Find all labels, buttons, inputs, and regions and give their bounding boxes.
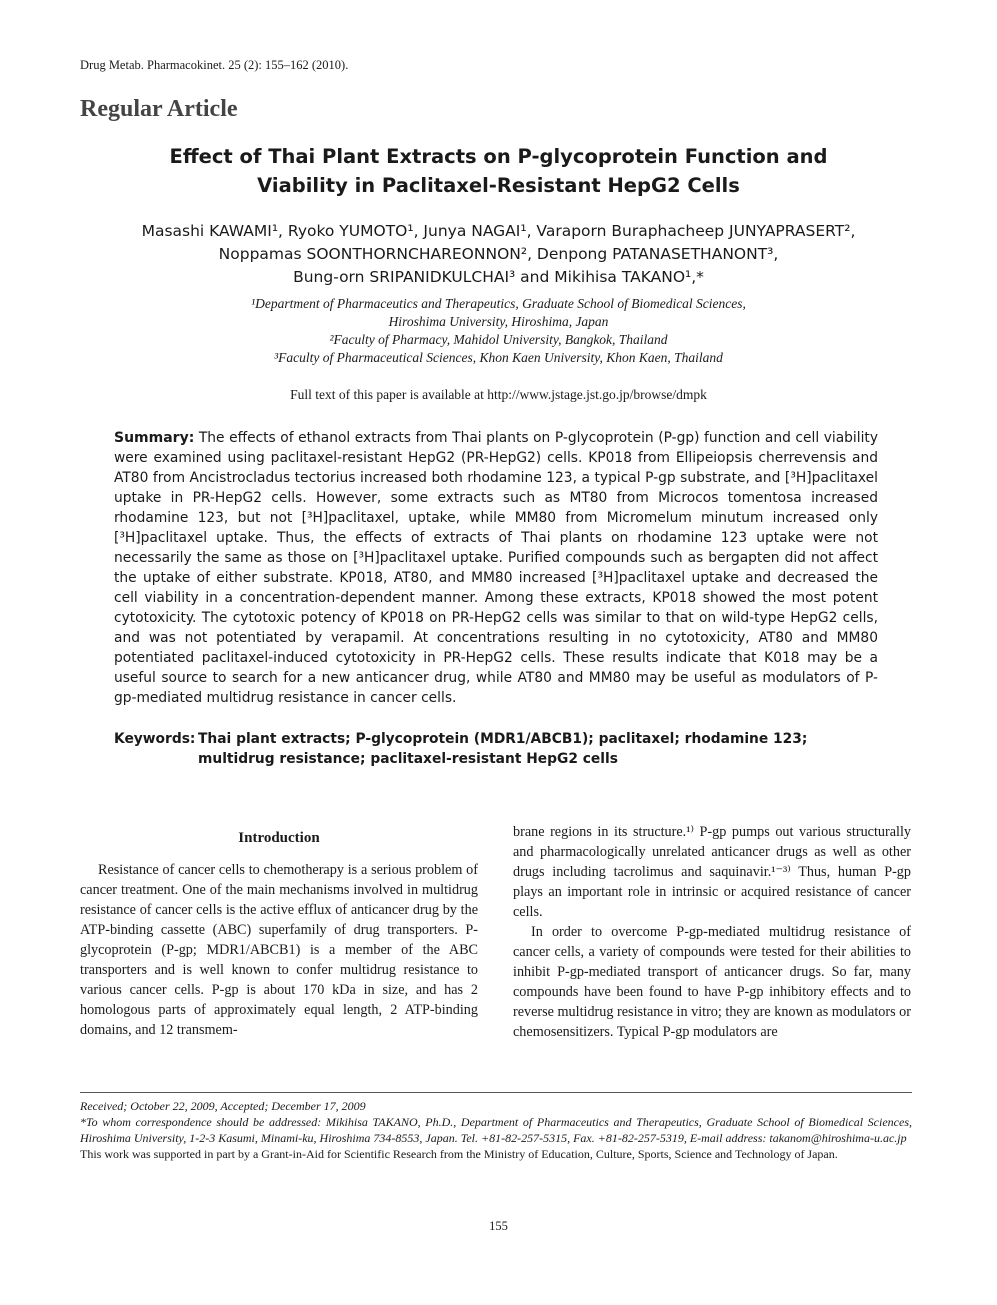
full-text-note: Full text of this paper is available at http://www.jstage.jst.go.jp/browse/dmpk xyxy=(290,387,707,402)
article-title xyxy=(100,142,897,200)
section-heading-introduction: Introduction xyxy=(238,830,320,846)
page-number: 155 xyxy=(489,1219,508,1233)
footnote-divider xyxy=(80,1092,912,1093)
footnote-received: Received; October 22, 2009, Accepted; December 17, 2009 xyxy=(80,1099,366,1113)
body-column-left xyxy=(80,822,478,1040)
summary-label: Summary: xyxy=(114,430,195,446)
author-line: Noppamas SOONTHORNCHAREONNON², Denpong PATANASETHANONT³, xyxy=(218,245,779,263)
footnotes xyxy=(80,1098,912,1162)
title-line: Viability in Paclitaxel-Resistant HepG2 Cells xyxy=(257,174,740,197)
title-line: Effect of Thai Plant Extracts on P-glycoprotein Function and xyxy=(169,145,828,168)
summary-abstract xyxy=(114,428,878,708)
summary-text: The effects of ethanol extracts from Thai plants on P-glycoprotein (P-gp) function and cell viability were examined using paclitaxel-resistant HepG2 (PR-HepG2) cells. KP018 from Ellipeiopsis cherrevensis and AT80 from Ancistrocladus tectorius increased both rhodamine 123, a typical P-gp substrate, and [³H]paclitaxel uptake in PR-HepG2 cells. However, some extracts such as MT80 from Microcos tomentosa increased rhodamine 123, but not [³H]paclitaxel, uptake, while MM80 from Micromelum minutum increased only [³H]paclitaxel uptake. Thus, the effects of extracts of Thai plants on rhodamine 123 uptake were not necessarily the same as those on [³H]paclitaxel uptake. Purified compounds such as bergapten did not affect the uptake of either substrate. KP018, AT80, and MM80 increased [³H]paclitaxel uptake and decreased the cell viability in a concentration-dependent manner. Among these extracts, KP018 showed the most potent cytotoxicity. The cytotoxic potency of KP018 on PR-HepG2 cells was similar to that on wild-type HepG2 cells, and was not potentiated by verapamil. At concentrations resulting in no cytotoxicity, AT80 and MM80 potentiated paclitaxel-induced cytotoxicity in PR-HepG2 cells. These results indicate that K018 may be a useful source to search for a new anticancer drug, while AT80 and MM80 may be useful as modulators of P-gp-mediated multidrug resistance in cancer cells. xyxy=(114,430,878,706)
affiliation-line: Hiroshima University, Hiroshima, Japan xyxy=(388,314,609,329)
affiliation-line: ²Faculty of Pharmacy, Mahidol University, Bangkok, Thailand xyxy=(329,332,668,347)
body-paragraph: brane regions in its structure.¹⁾ P-gp pumps out various structurally and pharmacologically unrelated anticancer drugs as well as other drugs including tacrolimus and saquinavir.¹⁻³⁾ Thus, human P-gp plays an important role in intrinsic or acquired resistance of cancer cells. xyxy=(513,824,911,920)
journal-reference: Drug Metab. Pharmacokinet. 25 (2): 155–162 (2010). xyxy=(80,58,349,72)
keywords-text: Thai plant extracts; P-glycoprotein (MDR1/ABCB1); paclitaxel; rhodamine 123; multidrug resistance; paclitaxel-resistant HepG2 cells xyxy=(198,731,808,767)
body-paragraph: In order to overcome P-gp-mediated multidrug resistance of cancer cells, a variety of compounds were tested for their abilities to inhibit P-gp-mediated transport of anticancer drugs. So far, many compounds have been found to have P-gp inhibitory effects and to reverse multidrug resistance in vitro; they are known as modulators or chemosensitizers. Typical P-gp modulators are xyxy=(513,924,911,1040)
article-type-heading: Regular Article xyxy=(80,96,238,122)
footnote-correspondence: *To whom correspondence should be addressed: Mikihisa TAKANO, Ph.D., Department of Pharmaceutics and Therapeutics, Graduate School of Biomedical Sciences, Hiroshima University, 1-2-3 Kasumi, Minami-ku, Hiroshima 734-8553, Japan. Tel. +81-82-257-5315, Fax. +81-82-257-5319, E-mail address: takanom@hiroshima-u.ac.jp xyxy=(80,1115,912,1145)
affiliation-line: ³Faculty of Pharmaceutical Sciences, Khon Kaen University, Khon Kaen, Thailand xyxy=(274,350,723,365)
author-line: Masashi KAWAMI¹, Ryoko YUMOTO¹, Junya NAGAI¹, Varaporn Buraphacheep JUNYAPRASERT², xyxy=(141,222,856,240)
keywords-label: Keywords: xyxy=(114,731,196,747)
body-paragraph: Resistance of cancer cells to chemotherapy is a serious problem of cancer treatment. One of the main mechanisms involved in multidrug resistance of cancer cells is the active efflux of anticancer drug by the ATP-binding cassette (ABC) superfamily of drug transporters. P-glycoprotein (P-gp; MDR1/ABCB1) is a member of the ABC transporters and is well known to confer multidrug resistance to various cancer cells. P-gp is about 170 kDa in size, and has 2 homologous parts of approximately equal length, 2 ATP-binding domains, and 12 transmem- xyxy=(80,862,478,1038)
keywords-block xyxy=(114,729,884,769)
body-column-right xyxy=(513,822,911,1042)
author-line: Bung-orn SRIPANIDKULCHAI³ and Mikihisa TAKANO¹,* xyxy=(293,268,704,286)
author-list xyxy=(80,220,917,289)
affiliation-list xyxy=(80,295,917,367)
footnote-funding: This work was supported in part by a Grant-in-Aid for Scientific Research from the Ministry of Education, Culture, Sports, Science and Technology of Japan. xyxy=(80,1147,838,1161)
affiliation-line: ¹Department of Pharmaceutics and Therapeutics, Graduate School of Biomedical Sciences, xyxy=(251,296,746,311)
